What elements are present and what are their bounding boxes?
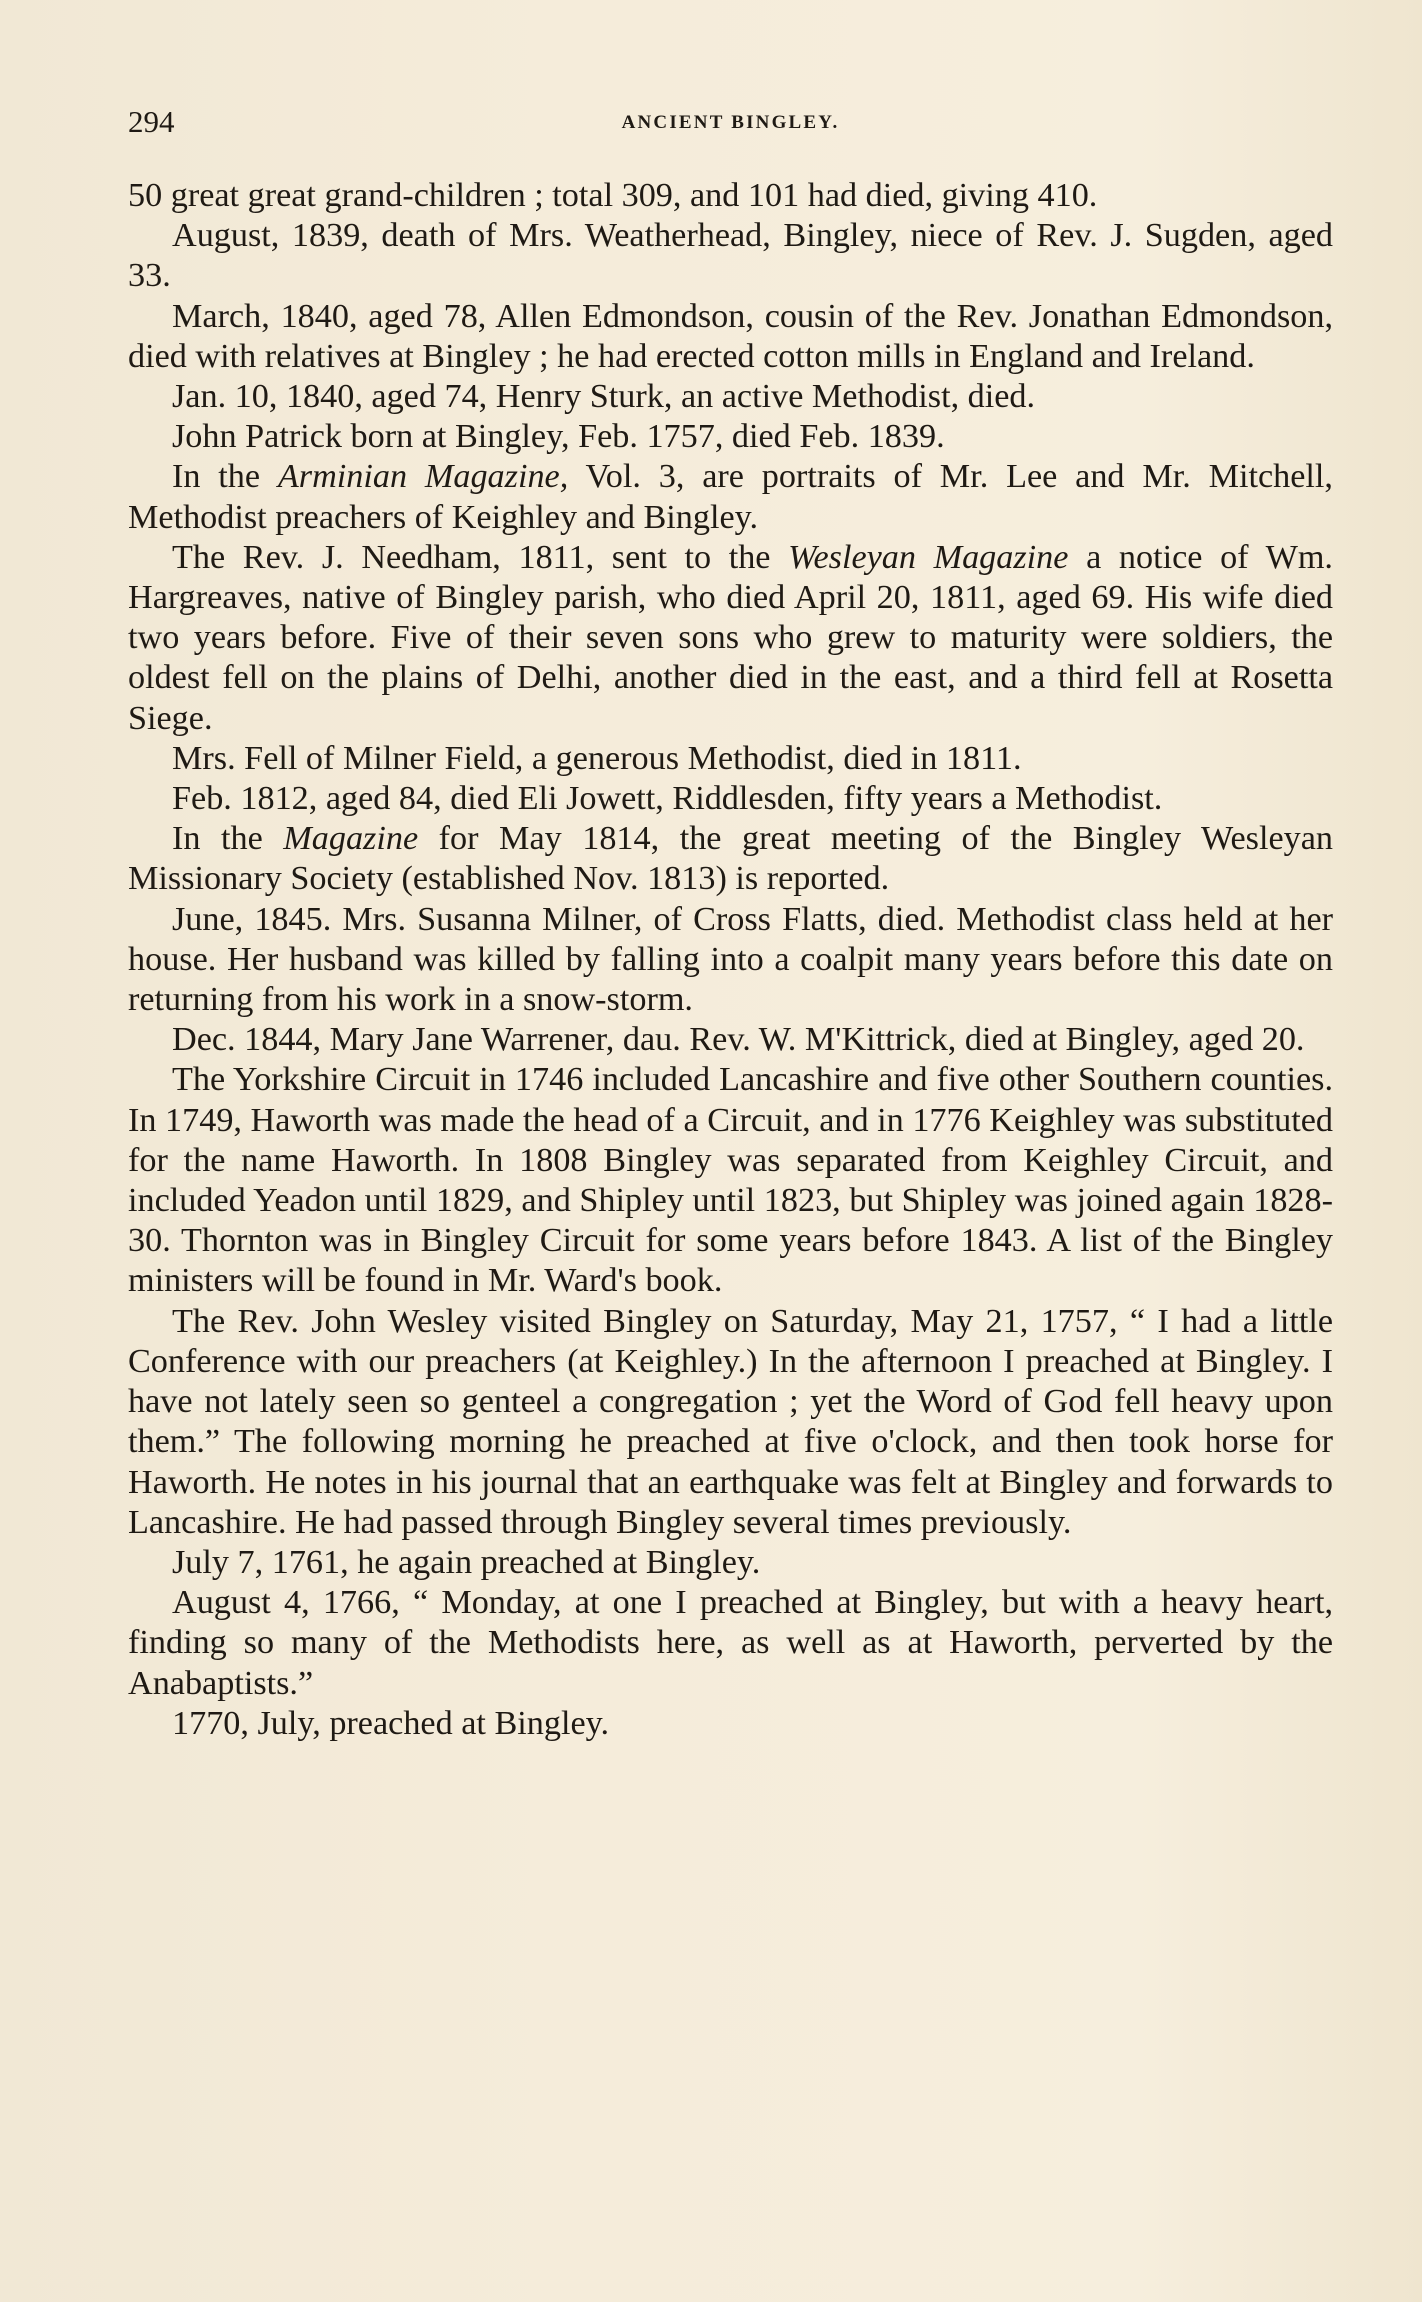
running-head — [128, 102, 1333, 142]
paragraph: August, 1839, death of Mrs. Weatherhead, Bingley, niece of Rev. J. Sugden, aged 33. — [128, 217, 1333, 295]
page-number: 294 — [128, 104, 175, 139]
paragraph: Jan. 10, 1840, aged 74, Henry Sturk, an active Methodist, died. — [172, 378, 1036, 416]
paragraph: The Yorkshire Circuit in 1746 included Lancashire and five other Southern counties. In 1749, Haworth was made the head of a Circuit, and in 1776 Keighley was substituted for the name Haworth. In 1808 Bingley was separated from Keighley Circuit, and included Yeadon until 1829, and Shipley until 1823, but Shipley was joined again 1828-30. Thornton was in Bingley Circuit for some years before 1843. A list of the Bingley ministers will be found in Mr. Ward's book. — [128, 1061, 1333, 1300]
paragraph: In the Magazine for May 1814, the great meeting of the Bingley Wesleyan Missionary Society (established Nov. 1813) is reported. — [128, 820, 1333, 898]
paragraph: March, 1840, aged 78, Allen Edmondson, cousin of the Rev. Jonathan Edmondson, died with relatives at Bingley ; he had erected cotton mills in England and Ireland. — [128, 297, 1333, 375]
paragraph: July 7, 1761, he again preached at Bingley. — [172, 1543, 761, 1581]
paragraph: The Rev. J. Needham, 1811, sent to the Wesleyan Magazine a notice of Wm. Hargreaves, native of Bingley parish, who died April 20, 1811, aged 69. His wife died two years before. Five of their seven sons who grew to maturity were soldiers, the oldest fell on the plains of Delhi, another died in the east, and a third fell at Rosetta Siege. — [128, 538, 1333, 737]
running-title: ANCIENT BINGLEY. — [621, 112, 840, 133]
paragraph: Mrs. Fell of Milner Field, a generous Methodist, died in 1811. — [172, 739, 1022, 777]
magazine-title: Arminian Magazine, — [277, 458, 569, 496]
paragraph: Dec. 1844, Mary Jane Warrener, dau. Rev. W. M'Kittrick, died at Bingley, aged 20. — [172, 1021, 1305, 1059]
paragraph: The Rev. John Wesley visited Bingley on Saturday, May 21, 1757, “ I had a little Conference with our preachers (at Keighley.) In the afternoon I preached at Bingley. I have not lately seen so genteel a congregation ; yet the Word of God fell heavy upon them.” The following morning he preached at five o'clock, and then took horse for Haworth. He notes in his journal that an earthquake was felt at Bingley and forwards to Lancashire. He had passed through Bingley several times previously. — [128, 1302, 1333, 1541]
paragraph: 50 great great grand-children ; total 309, and 101 had died, giving 410. — [128, 177, 1098, 214]
paragraph: Feb. 1812, aged 84, died Eli Jowett, Riddlesden, fifty years a Methodist. — [172, 780, 1163, 818]
paragraph: John Patrick born at Bingley, Feb. 1757, died Feb. 1839. — [172, 418, 945, 456]
paragraph: 1770, July, preached at Bingley. — [172, 1704, 610, 1742]
magazine-title: Wesleyan Magazine — [788, 538, 1069, 576]
paragraph: In the Arminian Magazine, Vol. 3, are portraits of Mr. Lee and Mr. Mitchell, Methodist preachers of Keighley and Bingley. — [128, 458, 1333, 536]
paragraph: June, 1845. Mrs. Susanna Milner, of Cross Flatts, died. Methodist class held at her house. Her husband was killed by falling into a coalpit many years before this date on returning from his work in a snow-storm. — [128, 900, 1333, 1019]
paragraph: August 4, 1766, “ Monday, at one I preached at Bingley, but with a heavy heart, finding so many of the Methodists here, as well as at Haworth, perverted by the Anabaptists.” — [128, 1584, 1333, 1702]
magazine-title: Magazine — [283, 820, 419, 858]
body-text — [128, 176, 1333, 1744]
